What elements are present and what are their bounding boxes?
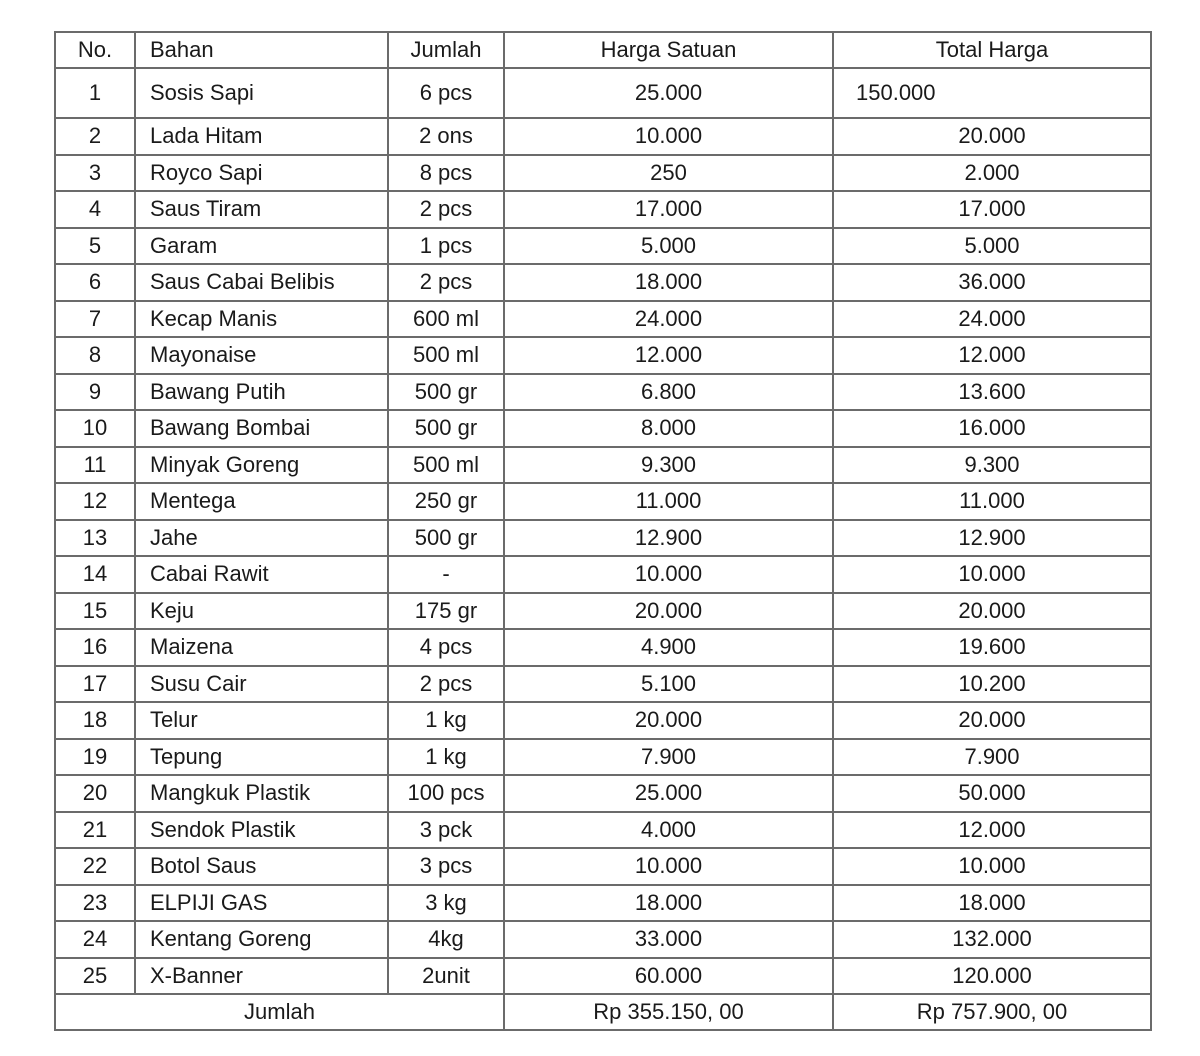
cell-no: 22	[55, 848, 135, 885]
footer-harga-satuan-sum: Rp 355.150, 00	[504, 994, 833, 1030]
cell-jumlah: 6 pcs	[388, 68, 504, 118]
cell-jumlah: 3 pck	[388, 812, 504, 849]
cell-jumlah: 500 gr	[388, 410, 504, 447]
cell-total-harga: 10.000	[833, 556, 1151, 593]
cell-no: 16	[55, 629, 135, 666]
cell-no: 21	[55, 812, 135, 849]
cell-bahan: Kentang Goreng	[135, 921, 388, 958]
cell-bahan: Bawang Bombai	[135, 410, 388, 447]
cell-total-harga: 9.300	[833, 447, 1151, 484]
cell-bahan: Saus Tiram	[135, 191, 388, 228]
table-row	[55, 337, 1151, 374]
table-row	[55, 958, 1151, 995]
cell-total-harga: 20.000	[833, 593, 1151, 630]
cell-jumlah: 8 pcs	[388, 155, 504, 192]
cell-bahan: Maizena	[135, 629, 388, 666]
table-header	[55, 32, 1151, 68]
cell-harga-satuan: 20.000	[504, 593, 833, 630]
table-footer	[55, 994, 1151, 1030]
footer-total-harga-sum: Rp 757.900, 00	[833, 994, 1151, 1030]
cell-bahan: Cabai Rawit	[135, 556, 388, 593]
cell-total-harga: 7.900	[833, 739, 1151, 776]
table-row	[55, 629, 1151, 666]
cell-total-harga: 17.000	[833, 191, 1151, 228]
cell-harga-satuan: 24.000	[504, 301, 833, 338]
cell-bahan: Royco Sapi	[135, 155, 388, 192]
table-row	[55, 885, 1151, 922]
table-body	[55, 68, 1151, 994]
cell-no: 15	[55, 593, 135, 630]
cell-harga-satuan: 6.800	[504, 374, 833, 411]
cell-harga-satuan: 33.000	[504, 921, 833, 958]
cell-bahan: X-Banner	[135, 958, 388, 995]
cell-bahan: Minyak Goreng	[135, 447, 388, 484]
cell-jumlah: -	[388, 556, 504, 593]
cell-harga-satuan: 17.000	[504, 191, 833, 228]
cell-bahan: Tepung	[135, 739, 388, 776]
cell-no: 25	[55, 958, 135, 995]
cell-jumlah: 1 kg	[388, 739, 504, 776]
cell-harga-satuan: 8.000	[504, 410, 833, 447]
cell-harga-satuan: 5.000	[504, 228, 833, 265]
table-row	[55, 301, 1151, 338]
table-row	[55, 447, 1151, 484]
cell-harga-satuan: 5.100	[504, 666, 833, 703]
cell-total-harga: 36.000	[833, 264, 1151, 301]
cell-jumlah: 175 gr	[388, 593, 504, 630]
cell-jumlah: 600 ml	[388, 301, 504, 338]
cell-jumlah: 3 pcs	[388, 848, 504, 885]
cell-bahan: Telur	[135, 702, 388, 739]
cell-jumlah: 2unit	[388, 958, 504, 995]
cell-no: 9	[55, 374, 135, 411]
table-row	[55, 848, 1151, 885]
cell-no: 4	[55, 191, 135, 228]
cell-bahan: Mentega	[135, 483, 388, 520]
cell-no: 3	[55, 155, 135, 192]
table-row	[55, 191, 1151, 228]
table-row	[55, 264, 1151, 301]
cell-jumlah: 4 pcs	[388, 629, 504, 666]
table-row	[55, 68, 1151, 118]
cell-total-harga: 19.600	[833, 629, 1151, 666]
header-jumlah: Jumlah	[388, 32, 504, 68]
cell-bahan: Mangkuk Plastik	[135, 775, 388, 812]
cell-total-harga: 10.000	[833, 848, 1151, 885]
header-harga-satuan: Harga Satuan	[504, 32, 833, 68]
cell-jumlah: 500 gr	[388, 520, 504, 557]
cell-total-harga: 12.000	[833, 337, 1151, 374]
cell-harga-satuan: 20.000	[504, 702, 833, 739]
table-row	[55, 702, 1151, 739]
cell-total-harga: 16.000	[833, 410, 1151, 447]
cell-jumlah: 500 ml	[388, 337, 504, 374]
cell-harga-satuan: 7.900	[504, 739, 833, 776]
cell-no: 5	[55, 228, 135, 265]
cell-harga-satuan: 60.000	[504, 958, 833, 995]
cell-no: 17	[55, 666, 135, 703]
cell-bahan: Keju	[135, 593, 388, 630]
cell-total-harga: 20.000	[833, 702, 1151, 739]
cell-jumlah: 1 kg	[388, 702, 504, 739]
cell-jumlah: 2 pcs	[388, 264, 504, 301]
cell-harga-satuan: 10.000	[504, 848, 833, 885]
cell-bahan: ELPIJI GAS	[135, 885, 388, 922]
cell-harga-satuan: 25.000	[504, 68, 833, 118]
cell-no: 24	[55, 921, 135, 958]
cell-no: 13	[55, 520, 135, 557]
cell-total-harga: 12.900	[833, 520, 1151, 557]
table-row	[55, 374, 1151, 411]
cell-no: 6	[55, 264, 135, 301]
cell-total-harga: 11.000	[833, 483, 1151, 520]
cell-harga-satuan: 11.000	[504, 483, 833, 520]
cell-harga-satuan: 10.000	[504, 118, 833, 155]
table-row	[55, 921, 1151, 958]
cell-jumlah: 500 gr	[388, 374, 504, 411]
cell-bahan: Garam	[135, 228, 388, 265]
cell-bahan: Bawang Putih	[135, 374, 388, 411]
cell-harga-satuan: 4.900	[504, 629, 833, 666]
cell-bahan: Botol Saus	[135, 848, 388, 885]
cell-total-harga: 20.000	[833, 118, 1151, 155]
cell-total-harga: 12.000	[833, 812, 1151, 849]
table-row	[55, 155, 1151, 192]
table-row	[55, 666, 1151, 703]
table-row	[55, 593, 1151, 630]
cell-harga-satuan: 4.000	[504, 812, 833, 849]
cell-jumlah: 3 kg	[388, 885, 504, 922]
cell-no: 19	[55, 739, 135, 776]
table-row	[55, 739, 1151, 776]
cell-harga-satuan: 18.000	[504, 264, 833, 301]
cell-harga-satuan: 12.000	[504, 337, 833, 374]
cell-bahan: Mayonaise	[135, 337, 388, 374]
cell-bahan: Jahe	[135, 520, 388, 557]
cell-bahan: Saus Cabai Belibis	[135, 264, 388, 301]
header-bahan: Bahan	[135, 32, 388, 68]
cell-jumlah: 100 pcs	[388, 775, 504, 812]
cell-no: 2	[55, 118, 135, 155]
table-row	[55, 410, 1151, 447]
cell-jumlah: 4kg	[388, 921, 504, 958]
cell-bahan: Sendok Plastik	[135, 812, 388, 849]
cell-bahan: Kecap Manis	[135, 301, 388, 338]
cell-no: 12	[55, 483, 135, 520]
cell-no: 1	[55, 68, 135, 118]
cell-total-harga: 120.000	[833, 958, 1151, 995]
table-row	[55, 118, 1151, 155]
cell-jumlah: 2 pcs	[388, 191, 504, 228]
table-row	[55, 775, 1151, 812]
cell-harga-satuan: 25.000	[504, 775, 833, 812]
cell-total-harga: 18.000	[833, 885, 1151, 922]
price-table	[54, 31, 1152, 1031]
cell-total-harga: 132.000	[833, 921, 1151, 958]
header-no: No.	[55, 32, 135, 68]
table-row	[55, 483, 1151, 520]
cell-total-harga: 13.600	[833, 374, 1151, 411]
cell-harga-satuan: 10.000	[504, 556, 833, 593]
cell-harga-satuan: 250	[504, 155, 833, 192]
cell-jumlah: 500 ml	[388, 447, 504, 484]
cell-jumlah: 250 gr	[388, 483, 504, 520]
cell-no: 7	[55, 301, 135, 338]
cell-no: 20	[55, 775, 135, 812]
cell-total-harga: 24.000	[833, 301, 1151, 338]
cell-total-harga: 150.000	[833, 68, 1151, 118]
cell-no: 10	[55, 410, 135, 447]
cell-bahan: Susu Cair	[135, 666, 388, 703]
table-row	[55, 556, 1151, 593]
cell-no: 18	[55, 702, 135, 739]
cell-no: 23	[55, 885, 135, 922]
cell-total-harga: 50.000	[833, 775, 1151, 812]
cell-no: 14	[55, 556, 135, 593]
footer-label: Jumlah	[55, 994, 504, 1030]
cell-total-harga: 5.000	[833, 228, 1151, 265]
cell-no: 8	[55, 337, 135, 374]
cell-harga-satuan: 9.300	[504, 447, 833, 484]
cell-no: 11	[55, 447, 135, 484]
header-total-harga: Total Harga	[833, 32, 1151, 68]
table-row	[55, 812, 1151, 849]
table-row	[55, 228, 1151, 265]
table-row	[55, 520, 1151, 557]
cell-harga-satuan: 18.000	[504, 885, 833, 922]
header-row	[55, 32, 1151, 68]
cell-bahan: Sosis Sapi	[135, 68, 388, 118]
footer-row	[55, 994, 1151, 1030]
cell-total-harga: 2.000	[833, 155, 1151, 192]
cell-jumlah: 2 ons	[388, 118, 504, 155]
cell-jumlah: 1 pcs	[388, 228, 504, 265]
cell-harga-satuan: 12.900	[504, 520, 833, 557]
cell-jumlah: 2 pcs	[388, 666, 504, 703]
cell-bahan: Lada Hitam	[135, 118, 388, 155]
cell-total-harga: 10.200	[833, 666, 1151, 703]
